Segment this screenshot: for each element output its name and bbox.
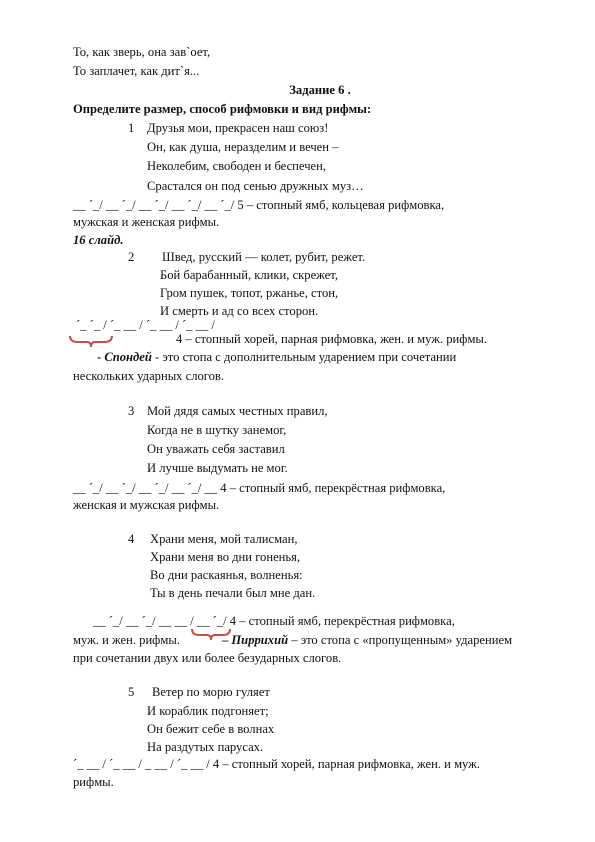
- poem4-line-1: Храни меня, мой талисман,: [150, 532, 298, 546]
- pyrrhic-definition-cont: при сочетании двух или более безударных слогов.: [73, 651, 342, 665]
- poem1-answer: мужская и женская рифмы.: [73, 215, 220, 229]
- poem3-number: 3: [128, 404, 135, 418]
- spondee-dash: -: [97, 350, 102, 364]
- poem1-line-2: Он, как душа, неразделим и вечен –: [147, 140, 339, 154]
- poem3-line-4: И лучше выдумать не мог.: [147, 461, 288, 475]
- poem5-line-2: И кораблик подгоняет;: [147, 704, 269, 718]
- slide-label: 16 слайд.: [73, 233, 124, 247]
- poem4-line-4: Ты в день печали был мне дан.: [150, 586, 316, 600]
- pyrrhic-dash: –: [221, 633, 229, 647]
- poem3-scheme: __ ´_/ __ ´_/ __ ´_/ __ ´_/ __ 4 – стопный ямб, перекрёстная рифмовка,: [73, 481, 446, 495]
- poem4-number: 4: [128, 532, 135, 546]
- poem5-line-4: На раздутых парусах.: [147, 740, 264, 754]
- poem5-scheme: ´_ __ / ´_ __ / _ __ / ´_ __ / 4 – стопный хорей, парная рифмовка, жен. и муж.: [73, 757, 481, 771]
- poem4-line-3: Во дни раскаянья, волненья:: [150, 568, 303, 582]
- poem2-answer: 4 – стопный хорей, парная рифмовка, жен. и муж. рифмы.: [176, 332, 488, 346]
- spondee-term: Спондей: [104, 350, 152, 364]
- task-instruction: Определите размер, способ рифмовки и вид рифмы:: [73, 102, 372, 116]
- intro-line-2: То заплачет, как дит`я...: [73, 64, 200, 78]
- poem3-line-1: Мой дядя самых честных правил,: [147, 404, 328, 418]
- poem2-line-4: И смерть и ад со всех сторон.: [160, 304, 319, 318]
- poem2-number: 2: [128, 250, 135, 264]
- poem1-line-1: Друзья мои, прекрасен наш союз!: [147, 121, 329, 135]
- poem4-answer: муж. и жен. рифмы.: [73, 633, 180, 647]
- spondee-brace-icon: [68, 334, 114, 348]
- pyrrhic-term: Пиррихий: [231, 633, 289, 647]
- poem2-line-2: Бой барабанный, клики, скрежет,: [160, 268, 338, 282]
- pyrrhic-definition: [73, 633, 512, 648]
- poem2-scheme: ´_ ´_ / ´_ __ / ´_ __ / ´_ __ /: [76, 318, 215, 332]
- pyrrhic-text: – это стопа с «пропущенным» ударением: [288, 633, 513, 647]
- spondee-definition: [97, 350, 456, 365]
- poem2-line-1: Швед, русский — колет, рубит, режет.: [162, 250, 366, 264]
- task-title: Задание 6 .: [289, 83, 351, 97]
- poem4-line-2: Храни меня во дни гоненья,: [150, 550, 301, 564]
- poem5-number: 5: [128, 685, 135, 699]
- poem4-scheme: __ ´_/ __ ´_/ __ __ / __ ´_/ 4 – стопный ямб, перекрёстная рифмовка,: [93, 614, 455, 628]
- poem3-line-3: Он уважать себя заставил: [147, 442, 285, 456]
- poem5-answer: рифмы.: [73, 775, 114, 789]
- poem5-line-1: Ветер по морю гуляет: [152, 685, 270, 699]
- poem1-scheme: __ ´_/ __ ´_/ __ ´_/ __ ´_/ __ ´_/ 5 – стопный ямб, кольцевая рифмовка,: [73, 198, 445, 212]
- poem3-line-2: Когда не в шутку занемог,: [147, 423, 287, 437]
- poem2-line-3: Гром пушек, топот, ржанье, стон,: [160, 286, 339, 300]
- spondee-definition-cont: нескольких ударных слогов.: [73, 369, 225, 383]
- poem1-line-4: Срастался он под сенью дружных муз…: [147, 179, 364, 193]
- pyrrhic-brace-icon: [190, 627, 232, 641]
- intro-line-1: То, как зверь, она зав`оет,: [73, 45, 211, 59]
- poem5-line-3: Он бежит себе в волнах: [147, 722, 275, 736]
- spondee-text: - это стопа с дополнительным ударением при сочетании: [151, 350, 457, 364]
- poem3-answer: женская и мужская рифмы.: [73, 498, 220, 512]
- poem1-number: 1: [128, 121, 135, 135]
- poem1-line-3: Неколебим, свободен и беспечен,: [147, 159, 327, 173]
